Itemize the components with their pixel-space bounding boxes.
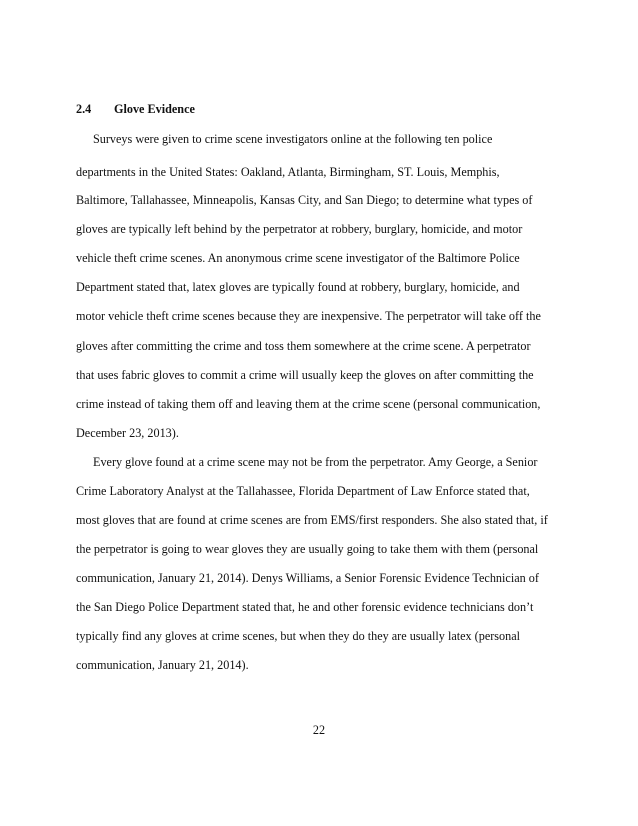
paragraph-line: most gloves that are found at crime scenes are from EMS/first responders. She also stated that, if — [76, 513, 548, 527]
paragraph-line: the perpetrator is going to wear gloves they are usually going to take them with them (personal — [76, 542, 539, 556]
paragraph-line: Every glove found at a crime scene may not be from the perpetrator. Amy George, a Senior — [93, 455, 538, 469]
page-number: 22 — [312, 723, 326, 737]
paragraph-line: the San Diego Police Department stated that, he and other forensic evidence technicians don’t — [76, 600, 534, 614]
section-title: Glove Evidence — [114, 102, 195, 116]
paragraph-line: vehicle theft crime scenes. An anonymous crime scene investigator of the Baltimore Police — [76, 251, 520, 265]
paragraph-line: typically find any gloves at crime scenes, but when they do they are usually latex (personal — [76, 629, 521, 643]
section-heading — [76, 102, 195, 117]
paragraph-line: crime instead of taking them off and leaving them at the crime scene (personal communication, — [76, 397, 541, 411]
paragraph-line: Baltimore, Tallahassee, Minneapolis, Kansas City, and San Diego; to determine what types of — [76, 193, 533, 207]
section-number: 2.4 — [76, 102, 92, 116]
paragraph-line: Department stated that, latex gloves are typically found at robbery, burglary, homicide, and — [76, 280, 520, 294]
paragraph-line: Crime Laboratory Analyst at the Tallahassee, Florida Department of Law Enforce stated that, — [76, 484, 530, 498]
paragraph-line: that uses fabric gloves to commit a crime will usually keep the gloves on after committing the — [76, 368, 534, 382]
paragraph-line: communication, January 21, 2014). — [76, 658, 249, 672]
paragraph-line: departments in the United States: Oakland, Atlanta, Birmingham, ST. Louis, Memphis, — [76, 165, 500, 179]
paragraph-line: gloves are typically left behind by the perpetrator at robbery, burglary, homicide, and motor — [76, 222, 523, 236]
paragraph-line: gloves after committing the crime and toss them somewhere at the crime scene. A perpetrator — [76, 339, 531, 353]
paragraph-line: motor vehicle theft crime scenes because they are inexpensive. The perpetrator will take off the — [76, 309, 541, 323]
paragraph-line: communication, January 21, 2014). Denys Williams, a Senior Forensic Evidence Technician of — [76, 571, 539, 585]
paragraph-line: Surveys were given to crime scene investigators online at the following ten police — [93, 132, 493, 146]
paragraph-line: December 23, 2013). — [76, 426, 179, 440]
